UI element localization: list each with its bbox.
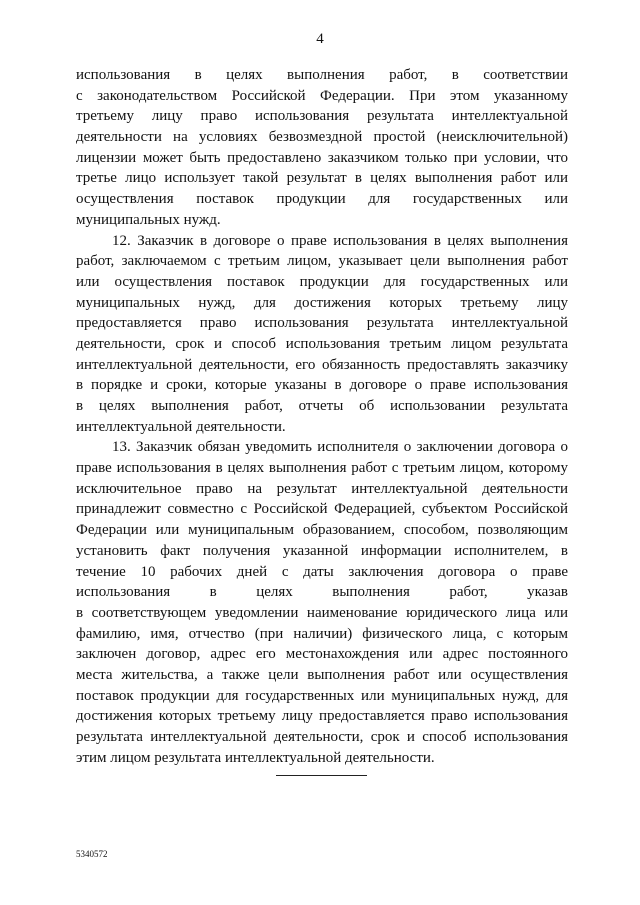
document-code: 5340572 xyxy=(76,849,108,859)
text-line: деятельности на условиях безвозмездной простой (неисключительной) xyxy=(76,129,568,146)
text-line: интеллектуальной деятельности. xyxy=(76,418,286,435)
text-line: муниципальных нужд, для достижения которых третьему лицу xyxy=(76,294,568,311)
text-line: с законодательством Российской Федерации. При этом указанному xyxy=(76,87,568,104)
text-line: предоставляется право использования результата интеллектуальной xyxy=(76,315,568,332)
text-line: исключительное право на результат интеллектуальной деятельности xyxy=(76,480,568,497)
text-line: третье лицо использует такой результат в целях выполнения работ или xyxy=(76,170,568,187)
text-line: этим лицом результата интеллектуальной деятельности. xyxy=(76,749,435,766)
text-line: деятельности, срок и способ использования третьим лицом результата xyxy=(76,335,568,352)
text-line: в соответствующем уведомлении наименование юридического лица или xyxy=(76,604,568,621)
text-line: в порядке и сроки, которые указаны в договоре о праве использования xyxy=(76,377,568,394)
text-line: фамилию, имя, отчество (при наличии) физического лица, с которым xyxy=(76,625,568,642)
text-line: результата интеллектуальной деятельности, срок и способ использования xyxy=(76,729,568,745)
document-body xyxy=(76,65,568,768)
page-number: 4 xyxy=(316,31,324,47)
text-line: поставок продукции для государственных или муниципальных нужд, для xyxy=(76,687,568,704)
text-line: работ, заключаемом с третьим лицом, указывает цели выполнения работ xyxy=(76,253,568,270)
text-line: установить факт получения указанной информации исполнителем, в xyxy=(76,542,568,559)
text-line: Федерации или муниципальным образованием, способом, позволяющим xyxy=(76,522,568,539)
text-line: использования в целях выполнения работ, в соответствии xyxy=(76,67,568,83)
text-line: лицензии может быть предоставлено заказчиком только при условии, что xyxy=(76,149,568,166)
end-divider xyxy=(276,775,367,776)
text-line: или осуществления поставок продукции для государственных или xyxy=(76,273,568,290)
text-line: использования в целях выполнения работ, указав xyxy=(76,584,568,601)
text-line: 12. Заказчик в договоре о праве использования в целях выполнения xyxy=(112,232,568,249)
text-line: заключен договор, адрес его местонахождения или адрес постоянного xyxy=(76,646,568,663)
text-line: принадлежит совместно с Российской Федерацией, субъектом Российской xyxy=(76,501,568,518)
text-line: в целях выполнения работ, отчеты об использовании результата xyxy=(76,398,568,414)
text-line: третьему лицу право использования результата интеллектуальной xyxy=(76,108,568,125)
text-line: осуществления поставок продукции для государственных или xyxy=(76,191,568,208)
text-line: течение 10 рабочих дней с даты заключения договора о праве xyxy=(76,563,568,580)
text-line: 13. Заказчик обязан уведомить исполнителя о заключении договора о xyxy=(112,439,568,456)
text-line: интеллектуальной деятельности, его обязанность предоставлять заказчику xyxy=(76,356,568,373)
text-line: праве использования в целях выполнения работ с третьим лицом, которому xyxy=(76,460,568,477)
text-line: места жительства, а также цели выполнения работ или осуществления xyxy=(76,666,568,683)
text-line: достижения которых третьему лицу предоставляется право использования xyxy=(76,708,568,725)
text-line: муниципальных нужд. xyxy=(76,211,221,228)
